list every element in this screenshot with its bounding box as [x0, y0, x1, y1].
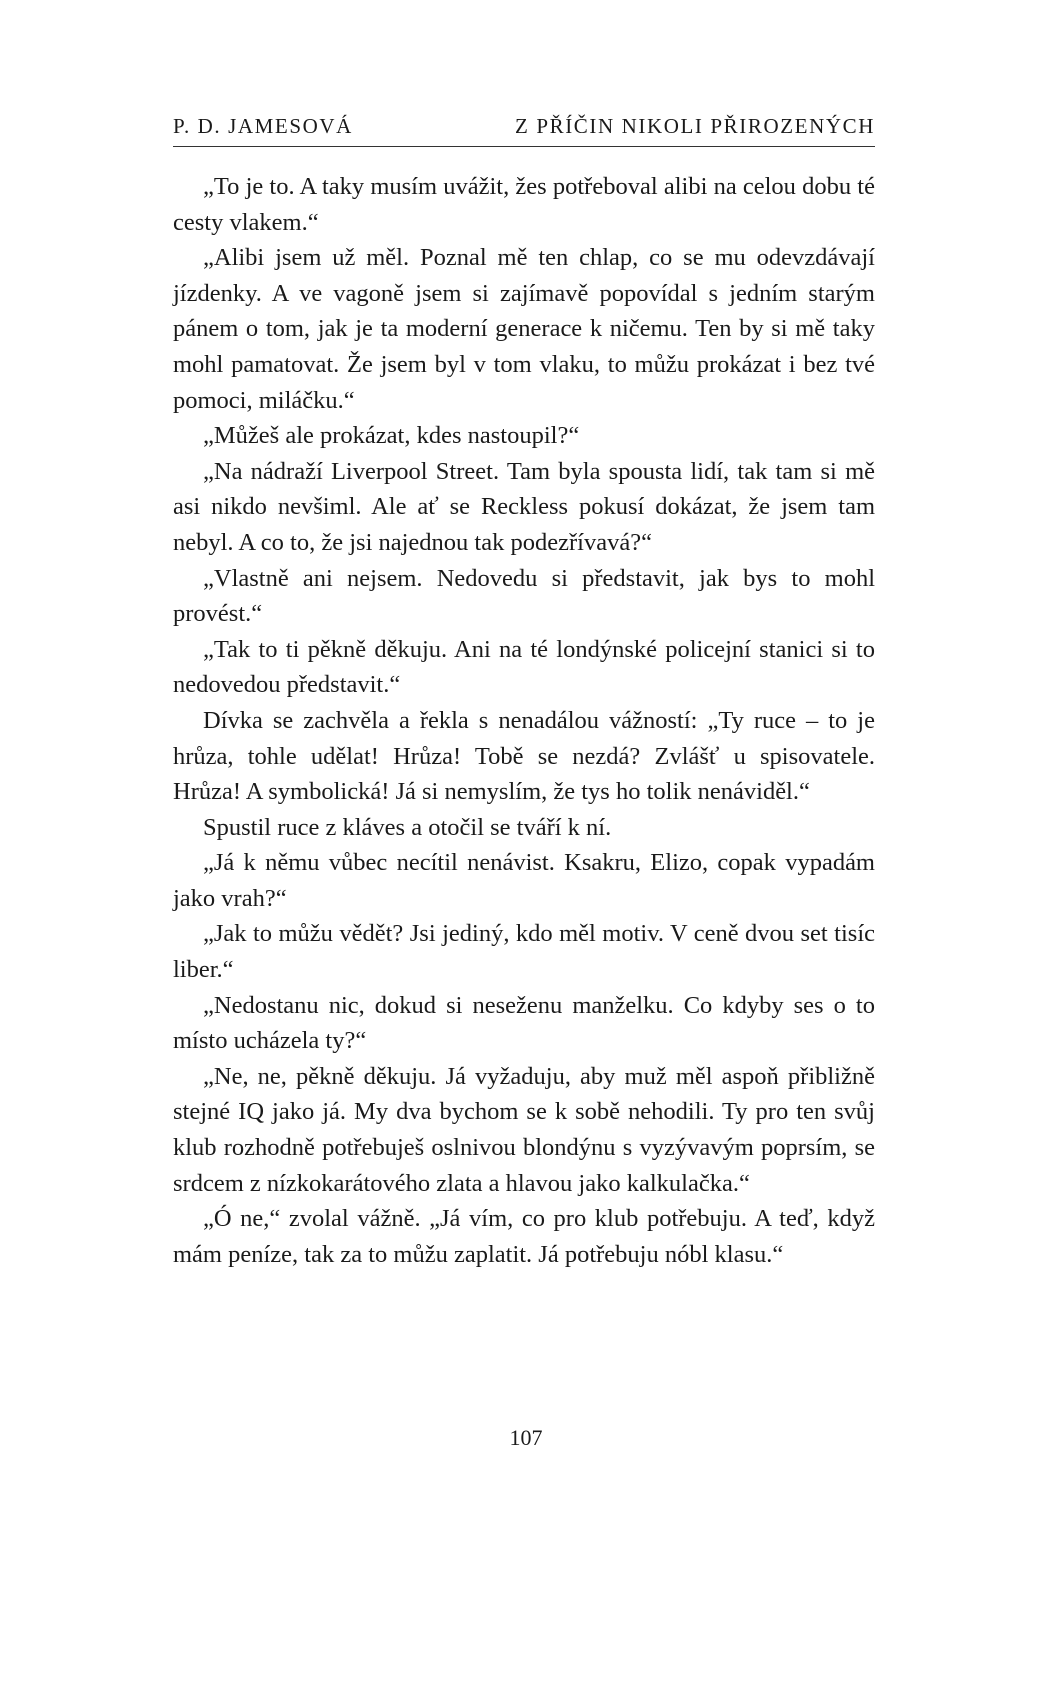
header-author: P. D. JAMESOVÁ: [173, 114, 353, 138]
paragraph: „Já k němu vůbec necítil nenávist. Ksakru, Elizo, copak vypadám jako vrah?“: [173, 849, 875, 912]
paragraph: „Na nádraží Liverpool Street. Tam byla spousta lidí, tak tam si mě asi nikdo nevšiml. Ale ať se Reckless pokusí dokázat, že jsem tam nebyl. A co to, že jsi najednou tak podezřívavá?“: [173, 457, 875, 556]
paragraph: Spustil ruce z kláves a otočil se tváří k ní.: [203, 813, 612, 841]
book-page: [173, 112, 875, 1272]
paragraph: „Nedostanu nic, dokud si neseženu manželku. Co kdyby ses o to místo ucházela ty?“: [173, 991, 875, 1055]
paragraph: „Můžeš ale prokázat, kdes nastoupil?“: [203, 422, 580, 450]
paragraph: „Alibi jsem už měl. Poznal mě ten chlap, co se mu odevzdávají jízdenky. A ve vagoně jsem si zajímavě popovídal s jedním starým pánem o tom, jak je ta moderní generace k ničemu. Ten by si mě taky mohl pamatovat. Že jsem byl v tom vlaku, to můžu prokázat i bez tvé pomoci, miláčku.“: [173, 244, 875, 414]
header-title: Z PŘÍČIN NIKOLI PŘIROZENÝCH: [515, 114, 875, 138]
running-head: [173, 112, 875, 147]
paragraph: „Tak to ti pěkně děkuju. Ani na té londýnské policejní stanici si to nedovedou představit.“: [173, 635, 875, 699]
page-number: 107: [509, 1425, 543, 1450]
paragraph: „Ne, ne, pěkně děkuju. Já vyžaduju, aby muž měl aspoň přibližně stejné IQ jako já. My dva bychom se k sobě nehodili. Ty pro ten svůj klub rozhodně potřebuješ oslnivou blondýnu s vyzývavým poprsím, se srdcem z nízkokarátového zlata a hlavou jako kalkulačka.“: [173, 1062, 875, 1197]
paragraph: „To je to. A taky musím uvážit, žes potřeboval alibi na celou dobu té cesty vlakem.“: [173, 173, 875, 236]
paragraph: „Vlastně ani nejsem. Nedovedu si představit, jak bys to mohl provést.“: [173, 564, 875, 628]
body-text: [173, 169, 875, 1272]
paragraph: „Ó ne,“ zvolal vážně. „Já vím, co pro klub potřebuju. A teď, když mám peníze, tak za to můžu zaplatit. Já potřebuju nóbl klasu.“: [173, 1205, 875, 1268]
paragraph: Dívka se zachvěla a řekla s nenadálou vážností: „Ty ruce – to je hrůza, tohle udělat! Hrůza! Tobě se nezdá? Zvlášť u spisovatele. Hrůza! A symbolická! Já si nemyslím, že tys ho tolik nenáviděl.“: [173, 706, 875, 806]
paragraph: „Jak to můžu vědět? Jsi jediný, kdo měl motiv. V ceně dvou set tisíc liber.“: [173, 920, 875, 984]
